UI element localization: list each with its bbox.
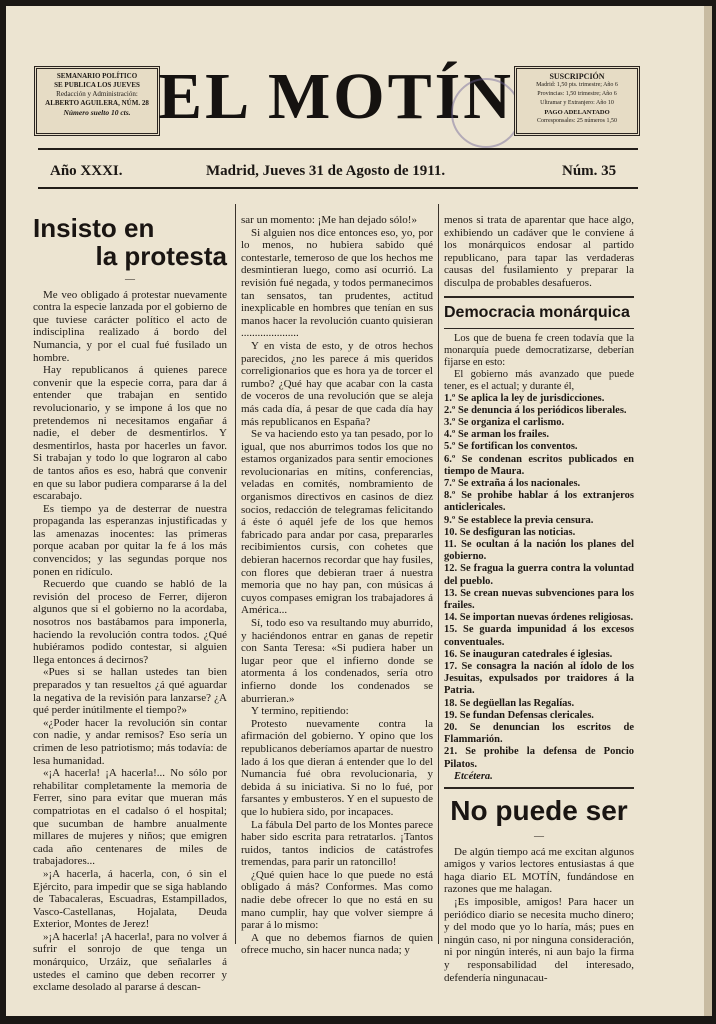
issue-number: Núm. 35 [562,163,617,179]
title-ornament: — [125,274,135,285]
section-rule [444,787,634,789]
issue-price: Número suelto 10 cts. [63,108,131,117]
list-item: 21. Se prohibe la defensa de Poncio Pilatos. [444,746,634,770]
section-rule [444,296,634,298]
column-divider-1 [235,204,236,944]
article-paragraph: Y termino, repitiendo: [251,705,349,718]
article-paragraph: Si alguien nos dice entonces eso, yo, por lo menos, no hubiera sabido qué contestarle, temeroso de que los hechos me desmintieran luego, como así ocurrió. La revisión fué negada, y todos permanecimos tan sensatos, tan prudentes, actitud inexplicable en hombres que tenían en sus manos hacer la revolución cuanto quisieran ..................... [241,226,433,340]
article-paragraph: Protesto nuevamente contra la afirmación del gobierno. Y opino que los republicanos deberíamos apartar de nuestro lado á los que dieran á entender que lo del Numancia fué obra revolucionaria, y debida á su iniciativa. Si no lo fué, por farsantes y embusteros. Y en el supuesto de que lo hubiera sido, por incapaces. [241,717,433,818]
list-etc: Etcétera. [454,770,493,782]
dateline [38,159,638,185]
article-paragraph: Hay republicanos á quienes parece convenir que la especie corra, para dar á entender que trabajan en sentido revolucionario, y se impone á los que no pretendemos ni necesitamos engañar á nadie, el deber de desmentirlos. Y desmentirlos, hasta por hacerles un favor. Si trabajan y todo lo que lograron al cabo de tantos años es eso, habrá que convenir en que su labor pudiera compararse á la del escarabajo. [33,364,227,503]
article3-paragraph: ¡Es imposible, amigos! Para hacer un periódico diario se necesita mucho dinero; y del modo que yo lo haría, más; pues en ningún caso, ni por ninguna consideración, ni por ningún interés, ni aun bajo la firma y responsabilidad del interesado, defendería ningunacau- [444,896,634,984]
article2-list [444,393,634,784]
list-item: 10. Se desfiguran las noticias. [444,526,576,538]
subscription-box [514,66,640,136]
article-paragraph: sar un momento: ¡Me han dejado sólo!» [241,214,417,226]
office-address: ALBERTO AGUILERA, NÚM. 28 [45,99,149,107]
article-paragraph: Se va haciendo esto ya tan pesado, por lo igual, que nos aburrimos todos los que no estamos organizados para sentir emociones revolucionarias en mítins, conferencias, veladas en comités, nombramiento de organismos directivos en casinos de diez socios, redacción de telegramas felicitando á éste ó aquél jefe de los que hemos fabricado para andar por casa, prepararles recibimientos cursis, con cohetes que debieran hacernos recordar que hay fusiles, con flores que debieran traer á nuestra memoria que no hay pan, con músicas á cuyos compases emigran los trabajadores á América... [241,428,433,617]
column-divider-2 [438,204,439,944]
subscription-madrid: Madrid: 1,50 pts. trimestre; Año 6 [536,82,618,88]
publication-day: SE PUBLICA LOS JUEVES [54,81,140,89]
list-item: 6.º Se condenan escritos publicados en tiempo de Maura. [444,453,634,477]
publication-info-box [34,66,160,136]
article-paragraph: «¿Poder hacer la revolución sin contar con nadie, y andar remisos? Eso sería un crimen de leso patriotismo; más todavía: de lesa humanidad. [33,716,227,767]
subscription-abroad: Ultramar y Extranjero: Año 10 [540,100,614,106]
list-item: 19. Se fundan Defensas clericales. [444,709,594,721]
publication-type: SEMANARIO POLÍTICO [56,72,138,80]
article2-lead: El gobierno más avanzado que puede tener, es el actual; y durante él, [444,368,634,392]
subscription-title: SUSCRIPCIÓN [549,72,605,81]
office-label: Redacción y Administración: [56,90,138,98]
article-continuation: menos si trata de aparentar que hace algo, exhibiendo un cadáver que le conviene á los monárquicos endosar al partido republicano, para tapar las verdaderas causas del fusilamiento y preparar la disculpa de probables desafueros. [444,214,634,289]
title-ornament: — [534,831,544,843]
list-item: 2.º Se denuncia á los periódicos liberales. [444,404,627,416]
column-1 [33,213,227,994]
list-item: 5.º Se fortifican los conventos. [444,441,578,453]
subscription-payment: PAGO ADELANTADO [544,109,610,116]
list-item: 13. Se crean nuevas subvenciones para los frailes. [444,587,634,612]
list-item: 3.º Se organiza el carlismo. [444,416,565,428]
list-item: 1.º Se aplica la ley de jurisdicciones. [444,392,605,404]
article-paragraph: Y en vista de esto, y de otros hechos parecidos, ¿no les parece á mis queridos correligionarios que es hora ya de torcer el rumbo? ¿Qué hay que acabar con la casta de voceros de una revolución que se aleja más cada día, á pesar de que cada día hay más republicanos en España? [241,339,433,428]
list-item: 17. Se consagra la nación al ídolo de los Jesuitas, expulsados por traidores á la Patria. [444,661,634,697]
subscription-agents: Corresponsales: 25 números 1,50 [537,118,617,124]
article-paragraph: Sí, todo eso va resultando muy aburrido, y haciéndonos entrar en ganas de repetir con Santa Teresa: «Si pudiera haber un lugar peor que el infierno donde se atormenta á los condenados, sería otro infierno donde los condenados se aburrieran.» [241,617,433,705]
list-item: 14. Se importan nuevas órdenes religiosas. [444,612,634,624]
header-rule-bottom [38,187,638,189]
subscription-provinces: Provincias: 1,50 trimestre; Año 6 [537,91,617,97]
masthead-title: EL MOTÍN [158,60,514,133]
article-title-line2: la protesta [95,241,227,271]
article-paragraph: «Pues si se hallan ustedes tan bien preparados y tan resueltos ¿á qué aguardar la negativa de la revisión para lanzarse? ¿A qué perder inútilmente el tiempo?» [33,666,227,717]
list-item: 9.º Se establece la previa censura. [444,514,594,526]
article-paragraph: A que no debemos fiarnos de quien ofrece mucho, sin hacer nunca nada; y [241,931,433,957]
article-paragraph: Recuerdo que cuando se habló de la revisión del proceso de Ferrer, dijeron algunos que si el gobierno no la acordaba, nosotros nos bastábamos para imponerla, haciendo la revolución contra todos. ¿Qué hubiéramos podido contestar, si alguien llega entonces á decirnos? [33,578,227,666]
list-item: 8.º Se prohibe hablar á los extranjeros anticlericales. [444,490,634,514]
issue-date: Madrid, Jueves 31 de Agosto de 1911. [206,163,446,179]
article-paragraph: Me veo obligado á protestar nuevamente contra la especie lanzada por el gobierno de que tuviese carácter político el acto de indisciplina realizado á bordo del Numancia, y por el cual fué fusilado un hombre. [33,288,227,364]
article3-paragraph: De algún tiempo acá me excitan algunos amigos y varios lectores entusiastas á que haga diario EL MOTÍN, fundándose en razones que me halagan. [444,845,634,896]
library-stamp [451,78,521,148]
list-item: 18. Se degüellan las Regalías. [444,697,575,709]
page-edge [704,6,712,1016]
list-item: 15. Se guarda impunidad á los excesos conventuales. [444,624,634,648]
column-2 [241,214,433,957]
article2-intro: Los que de buena fe creen todavía que la monarquía puede democratizarse, deberían fijarse en esto: [444,332,634,368]
article3-title: No puede ser [450,795,628,827]
list-item: 20. Se denuncian los escritos de Flammarión. [444,722,634,746]
list-item: 7.º Se extraña á los nacionales. [444,477,581,489]
list-item: 11. Se ocultan á la nación los planes del gobierno. [444,539,634,563]
newspaper-page [6,6,704,1016]
article-title-line1: Insisto en [33,213,155,243]
header-rule-top [38,148,638,150]
list-item: 4.º Se arman los frailes. [444,429,549,441]
column-3 [444,214,634,984]
article-paragraph: La fábula Del parto de los Montes parece haber sido escrita para retratarlos. ¡Tantos ruidos, tantos indicios de catástrofes tremendas, para parir un ratoncillo! [241,818,433,869]
year-label: Año XXXI. [50,163,123,179]
article-paragraph: »¡A hacerla, á hacerla, con, ó sin el Ejército, para impedir que se siga hablando de Tabacaleras, Escuadras, Estampillados, Vasco-Castellanas, Hojalata, Deuda Exterior, Montes de Jerez! [33,867,227,931]
article-paragraph: Es tiempo ya de desterrar de nuestra propaganda las esperanzas injustificadas y las amenazas inocentes: las primeras porque acaban por quitar la fe á los más convencidos; y las segundas porque nos ponen en ridículo. [33,502,227,578]
section-rule [444,328,634,329]
article-paragraph: »¡A hacerla! ¡A hacerla!, para no volver á sufrir el sonrojo de que tenga un monárquico, Urzáiz, que señalarles á ustedes el camino que deben recorrer y exclame desolado al pararse á descan- [33,930,227,994]
article-paragraph: «¡A hacerla! ¡A hacerla!... No sólo por rehabilitar completamente la memoria de Ferrer, sino para evitar que mueran más compatriotas en el cadalso ó el hospital; que sucumban de hambre anualmente millares de mujeres y niños; que emigren cada año centenares de miles de trabajadores... [33,767,227,868]
article-paragraph: ¿Qué quien hace lo que puede no está obligado á más? Conformes. Mas como nadie debe ofrecer lo que no está en su mano cumplir, hay que volver siempre á parar á lo mismo: [241,868,433,932]
list-item: 12. Se fragua la guerra contra la voluntad del pueblo. [444,563,634,587]
list-item: 16. Se inauguran catedrales é iglesias. [444,648,613,660]
article2-title: Democracia monárquica [444,303,630,321]
